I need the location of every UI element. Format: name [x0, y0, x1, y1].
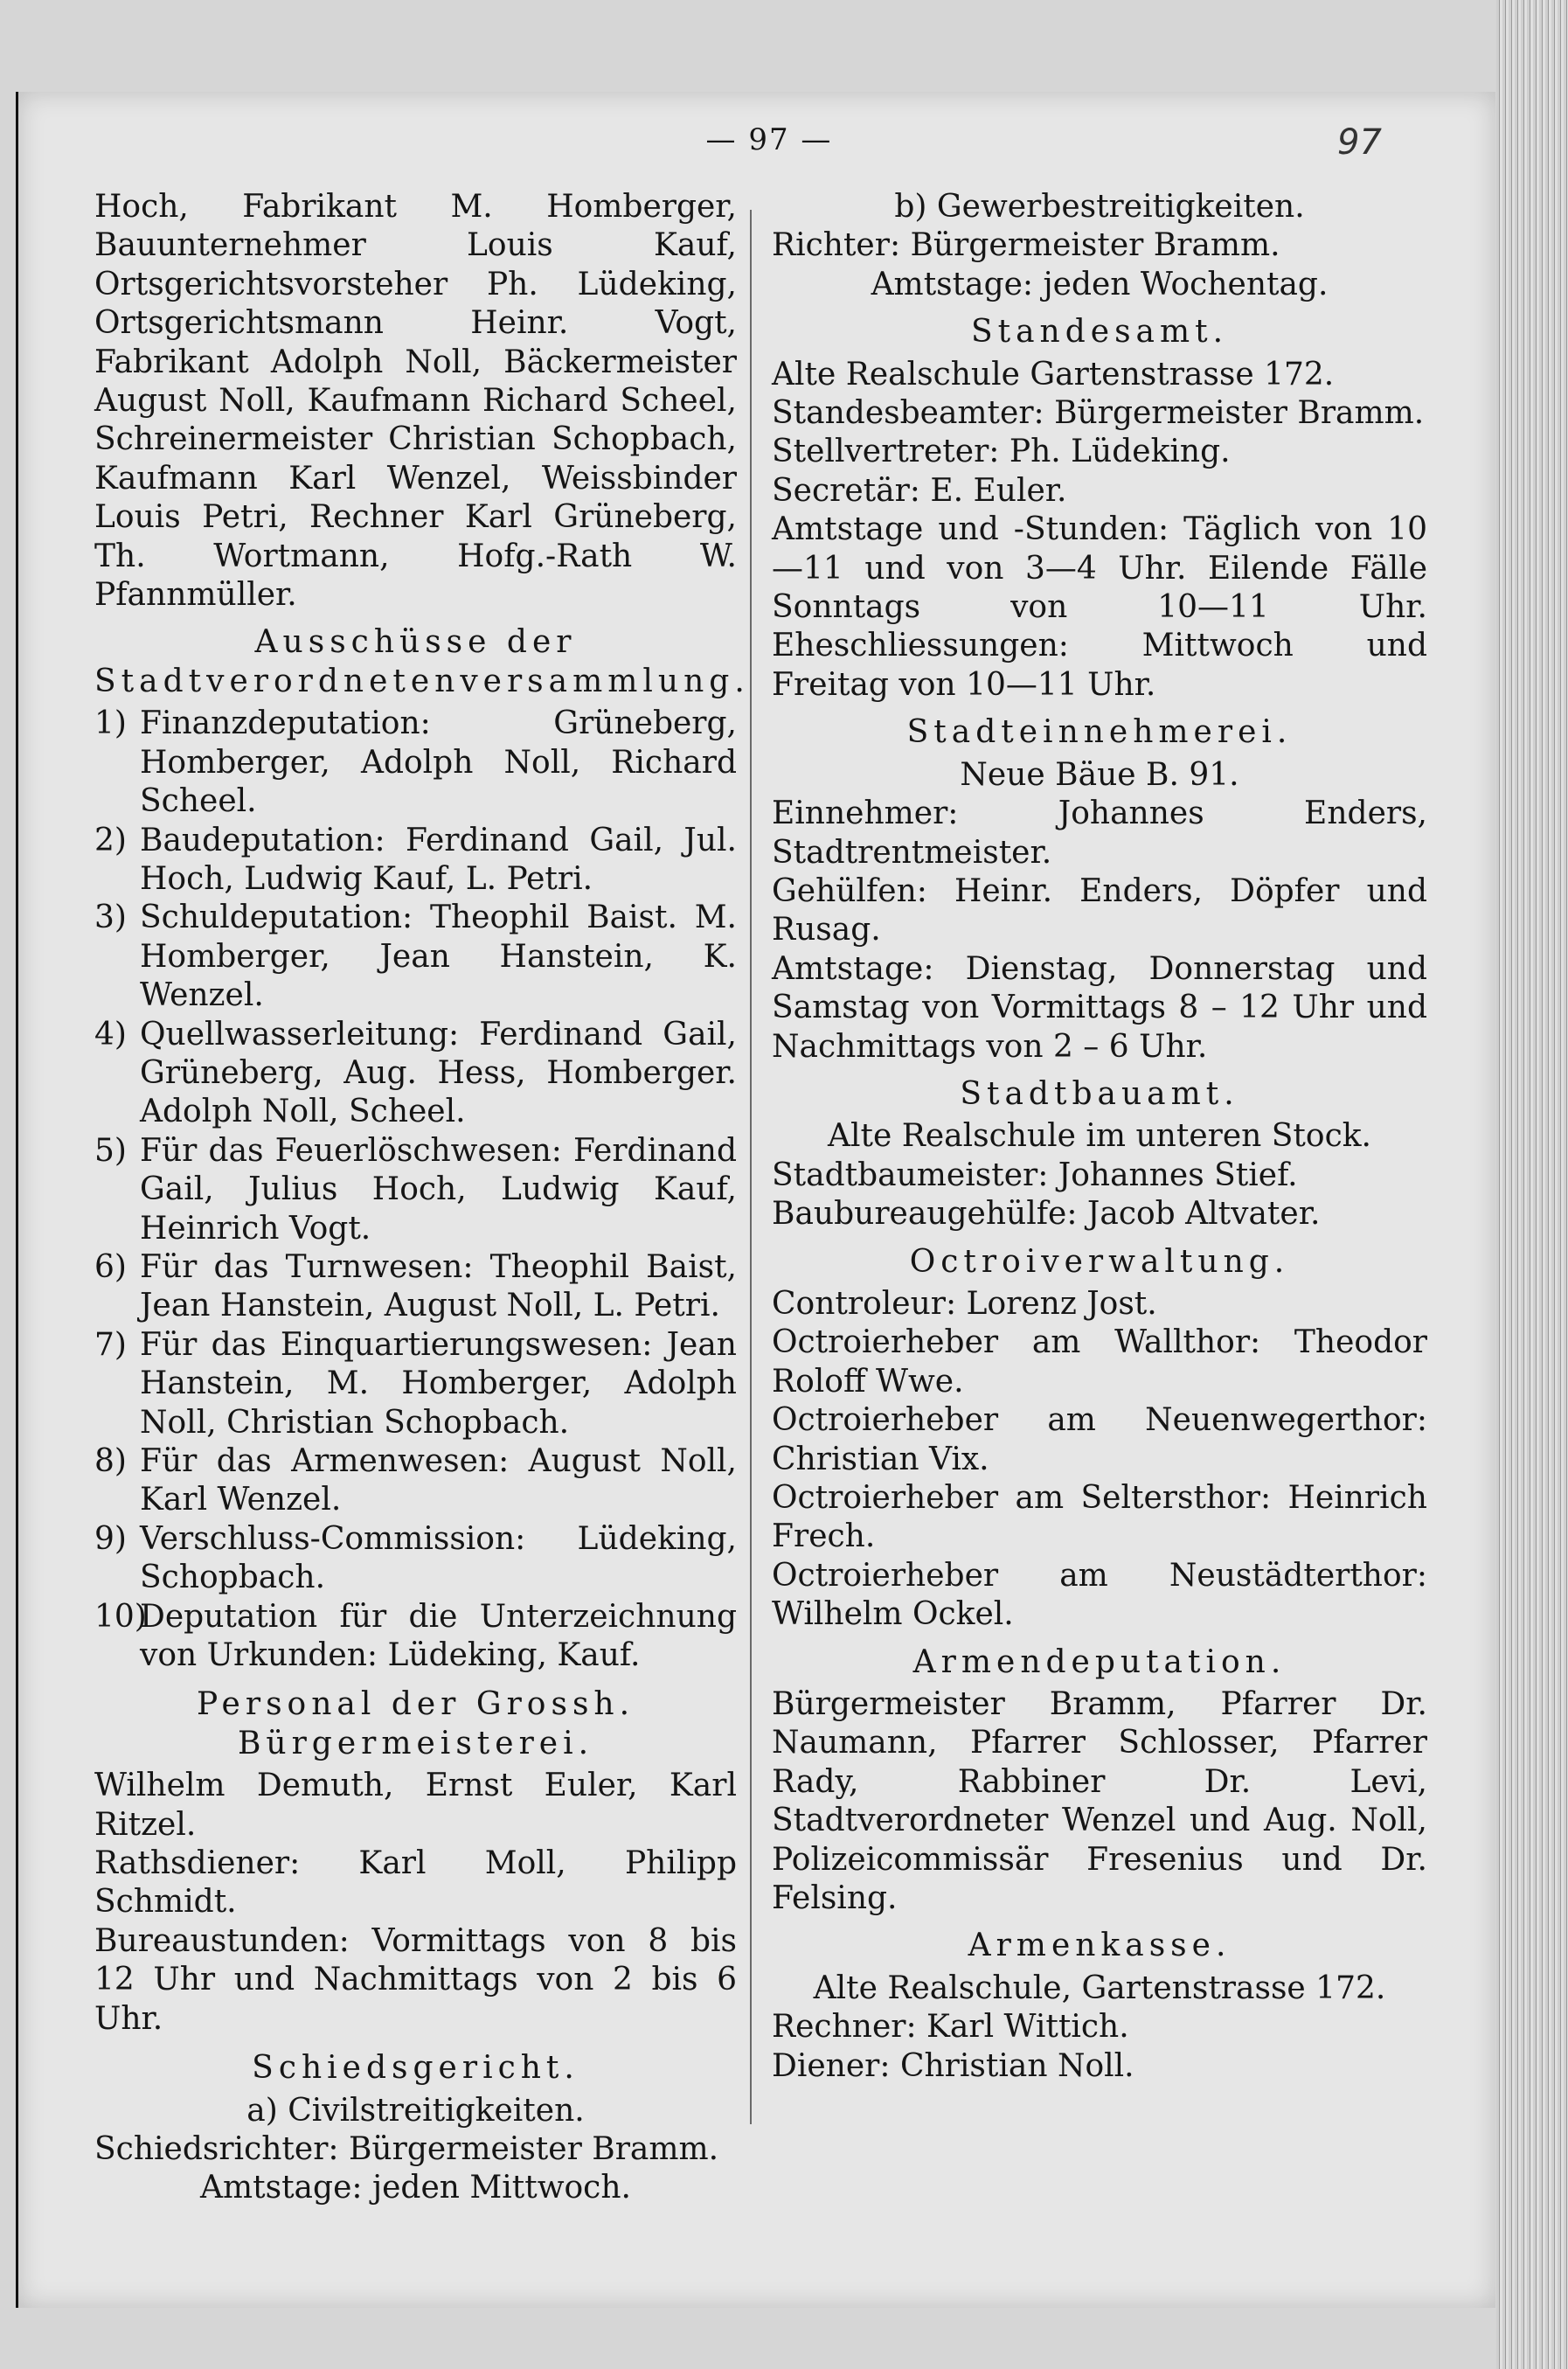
judge: Richter: Bürgermeister Bramm.	[772, 227, 1280, 264]
committee-number: 6)	[94, 1248, 127, 1285]
committee-text: Verschluss-Commission: Lüdeking, Schopbach.	[140, 1520, 737, 1596]
building-assistant: Baubureaugehülfe: Jacob Altvater.	[772, 1196, 1321, 1233]
right-column	[772, 188, 1427, 2086]
servant: Diener: Christian Noll.	[772, 2047, 1134, 2084]
committee-item	[94, 822, 737, 900]
committee-item	[94, 899, 737, 1015]
trade-office-days: Amtstage: jeden Wochentag.	[871, 266, 1329, 302]
committee-text: Für das Turnwesen: Theophil Baist, Jean Hanstein, August Noll, L. Petri.	[140, 1248, 737, 1324]
committee-text: Für das Einquartierungswesen: Jean Hanstein, M. Homberger, Adolph Noll, Christian Schopbach.	[140, 1326, 737, 1441]
registry-hours: Amtstage und -Stunden: Täglich von 10—11 und von 3—4 Uhr. Eilende Fälle Sonntags von 10—11 Uhr. Eheschliessungen: Mittwoch und Freitag von 10—11 Uhr.	[772, 511, 1427, 703]
committee-text: Quellwasserleitung: Ferdinand Gail, Grüneberg, Aug. Hess, Homberger. Adolph Noll, Scheel.	[140, 1016, 737, 1130]
city-architect: Stadtbaumeister: Johannes Stief.	[772, 1157, 1298, 1193]
arbitrator: Schiedsrichter: Bürgermeister Bramm.	[94, 2130, 719, 2167]
poor-deputation-members: Bürgermeister Bramm, Pfarrer Dr. Naumann, Pfarrer Schlosser, Pfarrer Rady, Rabbiner Dr. Levi, Stadtverordneter Wenzel und Aug. Noll, Polizeicommissär Fresenius und Dr. Felsing.	[772, 1686, 1427, 1917]
civil-disputes-heading: a) Civilstreitigkeiten.	[246, 2092, 585, 2129]
committee-text: Deputation für die Unterzeichnung von Urkunden: Lüdeking, Kauf.	[140, 1598, 737, 1674]
committee-number: 8)	[94, 1443, 127, 1479]
committees-heading: Ausschüsse der Stadtverordnetenversammlung.	[94, 624, 750, 699]
committee-number: 3)	[94, 900, 127, 936]
octroi-collector-neustaedterthor: Octroierheber am Neustädterthor: Wilhelm Ockel.	[772, 1557, 1427, 1633]
assistants: Gehülfen: Heinr. Enders, Döpfer und Rusag.	[772, 872, 1427, 948]
left-column	[94, 188, 750, 2208]
poor-deputation-heading: Armendeputation.	[912, 1643, 1287, 1680]
committee-item	[94, 1598, 737, 1676]
committee-item	[94, 1132, 737, 1248]
page-number: — 97 —	[705, 122, 833, 157]
committee-number: 9)	[94, 1520, 127, 1557]
octroi-collector-wallthor: Octroierheber am Wallthor: Theodor Roloff Wwe.	[772, 1324, 1427, 1400]
office-hours: Bureaustunden: Vormittags von 8 bis 12 Uhr und Nachmittags von 2 bis 6 Uhr.	[94, 1922, 737, 2037]
committee-item	[94, 1442, 737, 1520]
committee-text: Finanzdeputation: Grüneberg, Homberger, Adolph Noll, Richard Scheel.	[140, 705, 737, 820]
personnel-names: Wilhelm Demuth, Ernst Euler, Karl Ritzel.	[94, 1768, 737, 1843]
handwritten-page-note: 97	[1337, 122, 1382, 163]
rathsdiener: Rathsdiener: Karl Moll, Philipp Schmidt.	[94, 1845, 737, 1921]
building-office-heading: Stadtbauamt.	[960, 1075, 1239, 1112]
registrar: Standesbeamter: Bürgermeister Bramm.	[772, 395, 1425, 432]
trade-disputes-heading: b) Gewerbestreitigkeiten.	[894, 189, 1305, 225]
treasury-address: Neue Bäue B. 91.	[960, 756, 1239, 793]
committee-number: 7)	[94, 1326, 127, 1363]
secretary: Secretär: E. Euler.	[772, 472, 1067, 509]
registry-address: Alte Realschule Gartenstrasse 172.	[772, 356, 1335, 393]
committee-text: Schuldeputation: Theophil Baist. M. Homberger, Jean Hanstein, K. Wenzel.	[140, 900, 737, 1014]
council-members-list: Hoch, Fabrikant M. Homberger, Bauunternehmer Louis Kauf, Ortsgerichtsvorsteher Ph. Lüdeking, Ortsgerichtsmann Heinr. Vogt, Fabrikant Adolph Noll, Bäckermeister August Noll, Kaufmann Richard Scheel, Schreinermeister Christian Schopbach, Kaufmann Karl Wenzel, Weissbinder Louis Petri, Rechner Karl Grüneberg, Th. Wortmann, Hofg.-Rath W. Pfannmüller.	[94, 189, 737, 614]
committee-number: 4)	[94, 1016, 127, 1053]
committee-text: Für das Feuerlöschwesen: Ferdinand Gail, Julius Hoch, Ludwig Kauf, Heinrich Vogt.	[140, 1132, 737, 1247]
committee-item	[94, 1326, 737, 1442]
arbitration-heading: Schiedsgericht.	[252, 2050, 579, 2087]
treasury-days: Amtstage: Dienstag, Donnerstag und Samstag von Vormittags 8 – 12 Uhr und Nachmittags von 2 – 6 Uhr.	[772, 950, 1427, 1065]
building-office-address: Alte Realschule im unteren Stock.	[828, 1118, 1371, 1155]
committee-number: 1)	[94, 705, 127, 742]
committee-item	[94, 1248, 737, 1326]
committee-text: Für das Armenwesen: August Noll, Karl Wenzel.	[140, 1443, 737, 1518]
committee-number: 5)	[94, 1132, 127, 1169]
octroi-heading: Octroiverwaltung.	[909, 1243, 1290, 1280]
committee-number: 2)	[94, 822, 127, 858]
personnel-heading: Personal der Grossh. Bürgermeisterei.	[196, 1686, 635, 1761]
committee-number: 10)	[94, 1598, 147, 1635]
committee-item	[94, 705, 737, 821]
collector: Einnehmer: Johannes Enders, Stadtrentmeister.	[772, 795, 1427, 871]
accountant: Rechner: Karl Wittich.	[772, 2009, 1129, 2046]
controller: Controleur: Lorenz Jost.	[772, 1285, 1157, 1322]
octroi-collector-seltersthor: Octroierheber am Seltersthor: Heinrich Frech.	[772, 1480, 1427, 1555]
column-divider	[750, 210, 752, 2124]
page-edge-stack	[1496, 0, 1568, 2369]
committee-item	[94, 1520, 737, 1598]
committee-item	[94, 1016, 737, 1132]
civil-office-days: Amtstage: jeden Mittwoch.	[200, 2170, 631, 2206]
registry-heading: Standesamt.	[970, 314, 1229, 351]
registrar-deputy: Stellvertreter: Ph. Lüdeking.	[772, 434, 1231, 470]
poor-fund-address: Alte Realschule, Gartenstrasse 172.	[813, 1970, 1386, 2006]
treasury-heading: Stadteinnehmerei.	[906, 714, 1293, 751]
poor-fund-heading: Armenkasse.	[968, 1928, 1232, 1964]
committee-text: Baudeputation: Ferdinand Gail, Jul. Hoch, Ludwig Kauf, L. Petri.	[140, 822, 737, 897]
octroi-collector-neuenwegerthor: Octroierheber am Neuenwegerthor: Christian Vix.	[772, 1402, 1427, 1477]
